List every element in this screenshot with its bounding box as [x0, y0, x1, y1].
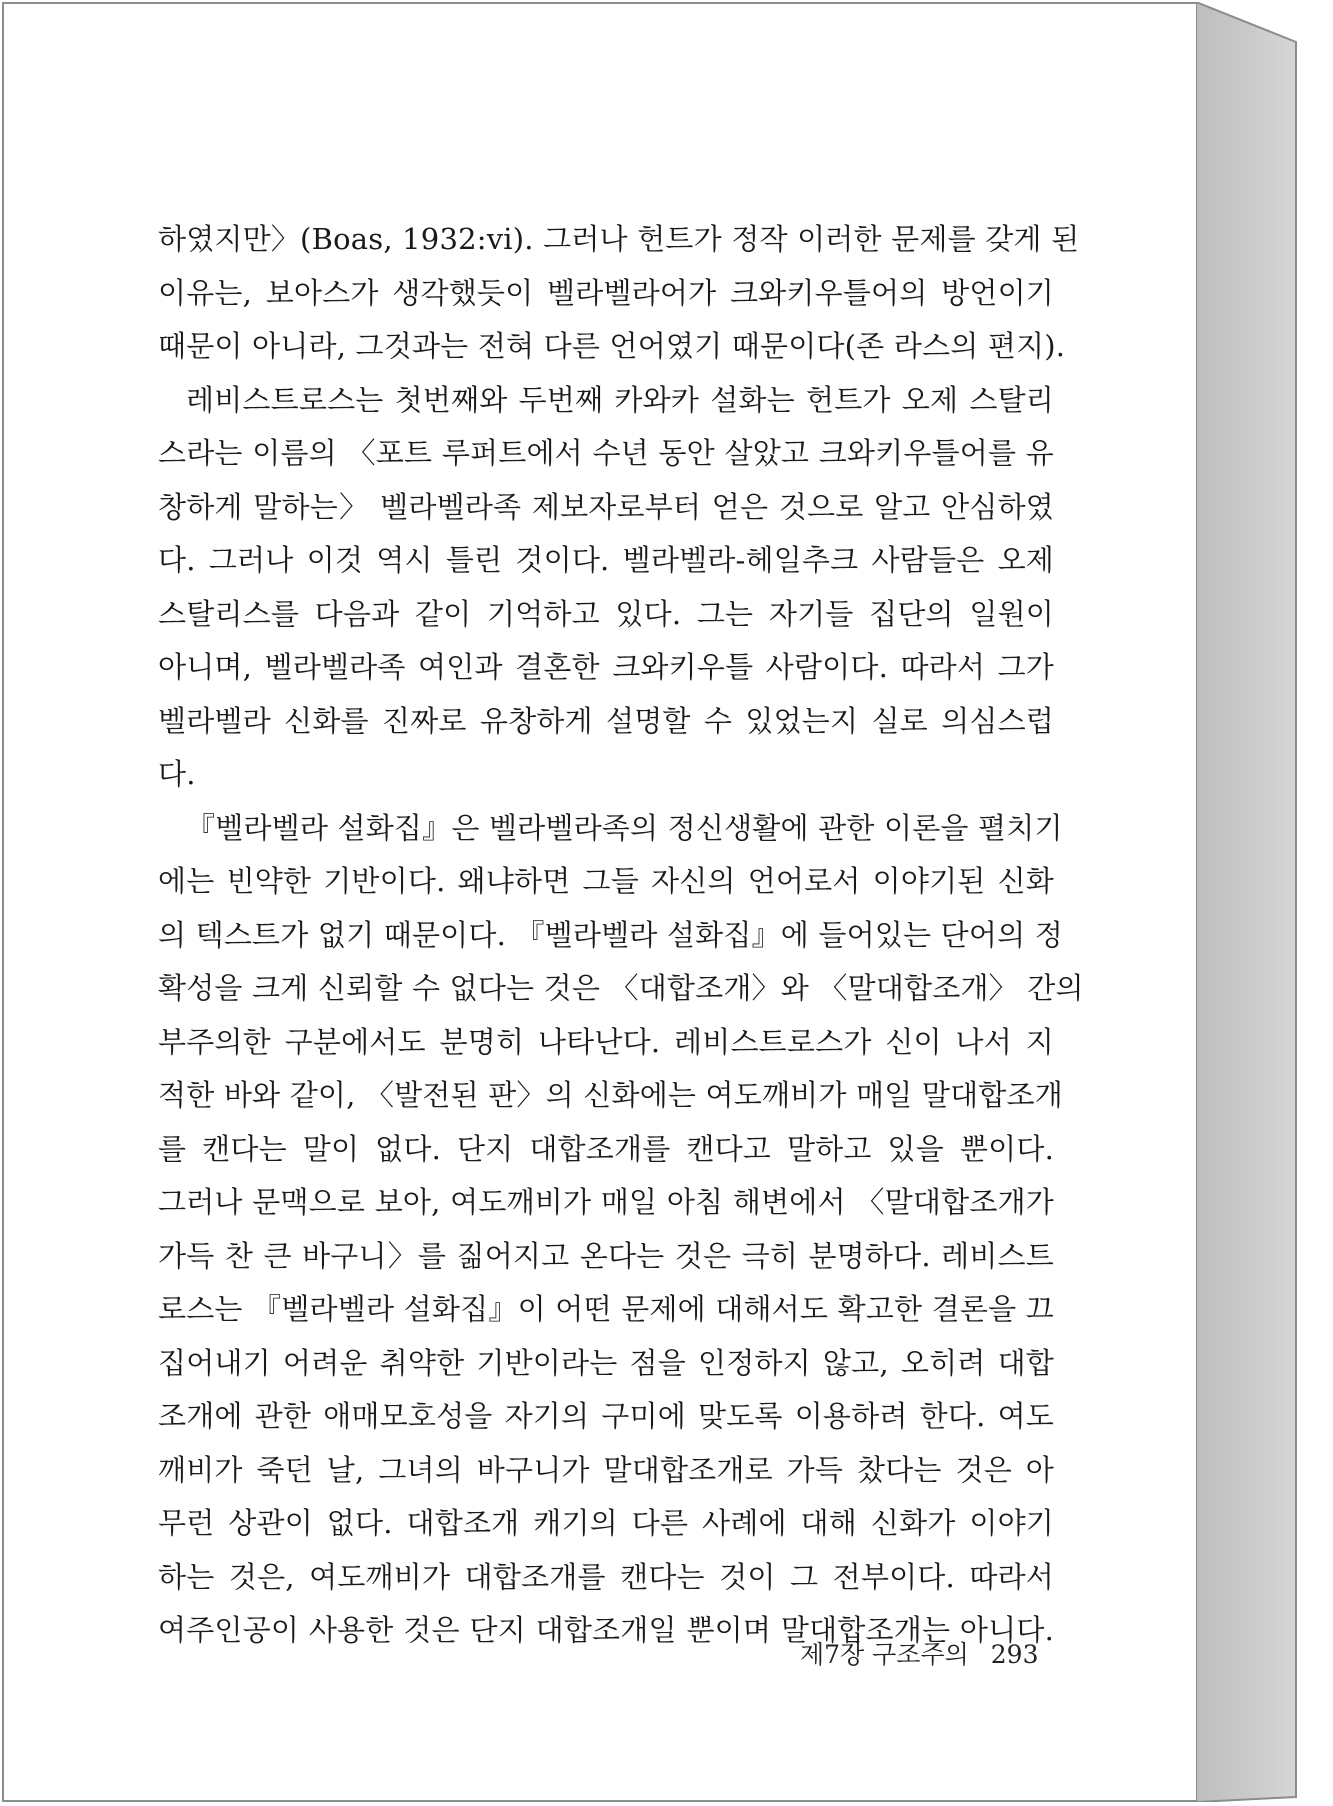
- text-line: 다.: [158, 757, 196, 791]
- text-line: 무런 상관이 없다. 대합조개 캐기의 다른 사례에 대해 신화가 이야기: [158, 1506, 1054, 1540]
- text-line: 하였지만〉(Boas, 1932:vi). 그러나 헌트가 정작 이러한 문제를 갖게 된: [158, 222, 1080, 256]
- text-line: 집어내기 어려운 취약한 기반이라는 점을 인정하지 않고, 오히려 대합: [158, 1345, 1054, 1380]
- text-line: 깨비가 죽던 날, 그녀의 바구니가 말대합조개로 가득 찼다는 것은 아: [158, 1452, 1054, 1487]
- text-line: 가득 찬 큰 바구니〉를 짊어지고 온다는 것은 극히 분명하다. 레비스트: [158, 1238, 1054, 1273]
- text-line: 여주인공이 사용한 것은 단지 대합조개일 뿐이며 말대합조개는 아니다.: [158, 1613, 1054, 1647]
- text-line: 에는 빈약한 기반이다. 왜냐하면 그들 자신의 언어로서 이야기된 신화: [158, 864, 1054, 898]
- text-line: 벨라벨라 신화를 진짜로 유창하게 설명할 수 있었는지 실로 의심스럽: [158, 703, 1054, 738]
- text-line: 스라는 이름의 〈포트 루퍼트에서 수년 동안 살았고 크와키우틀어를 유: [158, 436, 1054, 470]
- book-spine: [1196, 2, 1326, 1802]
- chapter-title: 제7장 구조주의: [800, 1640, 969, 1669]
- text-line: 스탈리스를 다음과 같이 기억하고 있다. 그는 자기들 집단의 일원이: [158, 596, 1054, 631]
- text-line: 창하게 말하는〉 벨라벨라족 제보자로부터 얻은 것으로 알고 안심하였: [158, 489, 1054, 524]
- body-text: [158, 213, 1084, 1658]
- text-line: 부주의한 구분에서도 분명히 나타난다. 레비스트로스가 신이 나서 지: [158, 1024, 1054, 1059]
- text-line: 조개에 관한 애매모호성을 자기의 구미에 맞도록 이용하려 한다. 여도: [158, 1399, 1054, 1433]
- text-line: 의 텍스트가 없기 때문이다. 『벨라벨라 설화집』에 들어있는 단어의 정: [158, 917, 1063, 952]
- page-number: 293: [990, 1640, 1039, 1669]
- text-line: 그러나 문맥으로 보아, 여도깨비가 매일 아침 해변에서 〈말대합조개가: [158, 1185, 1054, 1219]
- text-line: 아니며, 벨라벨라족 여인과 결혼한 크와키우틀 사람이다. 따라서 그가: [158, 650, 1054, 684]
- text-line: 『벨라벨라 설화집』은 벨라벨라족의 정신생활에 관한 이론을 펼치기: [186, 810, 1063, 845]
- text-line: 하는 것은, 여도깨비가 대합조개를 캔다는 것이 그 전부이다. 따라서: [158, 1559, 1054, 1594]
- text-line: 적한 바와 같이, 〈발전된 판〉의 신화에는 여도깨비가 매일 말대합조개: [158, 1078, 1063, 1112]
- text-line: 를 캔다는 말이 없다. 단지 대합조개를 캔다고 말하고 있을 뿐이다.: [158, 1131, 1054, 1166]
- text-line: 레비스트로스는 첫번째와 두번째 카와카 설화는 헌트가 오제 스탈리: [186, 382, 1054, 417]
- text-line: 로스는 『벨라벨라 설화집』이 어떤 문제에 대해서도 확고한 결론을 끄: [158, 1292, 1054, 1326]
- text-line: 다. 그러나 이것 역시 틀린 것이다. 벨라벨라-헤일추크 사람들은 오제: [158, 543, 1054, 577]
- text-line: 이유는, 보아스가 생각했듯이 벨라벨라어가 크와키우틀어의 방언이기: [158, 275, 1054, 310]
- text-line: 때문이 아니라, 그것과는 전혀 다른 언어였기 때문이다(존 라스의 편지).: [158, 329, 1066, 363]
- running-footer: [800, 1635, 1039, 1671]
- text-line: 확성을 크게 신뢰할 수 없다는 것은 〈대합조개〉와 〈말대합조개〉 간의: [158, 971, 1084, 1005]
